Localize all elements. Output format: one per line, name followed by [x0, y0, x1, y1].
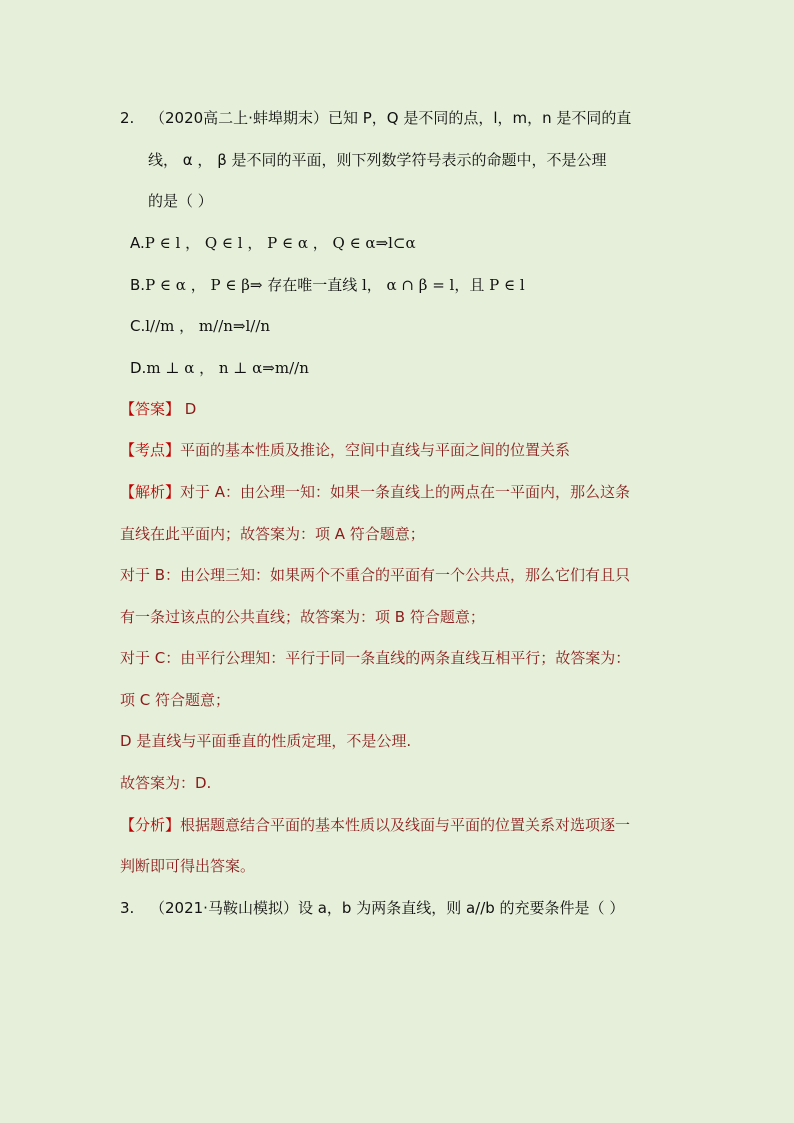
fenxi-text: 根据题意结合平面的基本性质以及线面与平面的位置关系对选项逐一 — [180, 816, 631, 834]
question-number: 3. — [120, 899, 135, 917]
answer-line — [120, 399, 196, 419]
question-2-line-2: 线， α ， β 是不同的平面，则下列数学符号表示的命题中，不是公理 — [148, 151, 607, 169]
option-text: m ⊥ α ， n ⊥ α⇒m//n — [146, 359, 309, 377]
jiexi-line-3: 对于 B：由公理三知：如果两个不重合的平面有一个公共点，那么它们有且只 — [120, 566, 631, 584]
option-label: A. — [130, 234, 145, 252]
option-text: l//m ， m//n⇒l//n — [145, 317, 271, 335]
option-a — [130, 233, 416, 253]
jiexi-line-5: 对于 C：由平行公理知：平行于同一条直线的两条直线互相平行；故答案为： — [120, 649, 631, 667]
jiexi-line-7: D 是直线与平面垂直的性质定理，不是公理. — [120, 732, 412, 750]
question-3-line — [120, 898, 624, 918]
jiexi-line-2: 直线在此平面内；故答案为：项 A 符合题意； — [120, 525, 425, 543]
answer-value: D — [180, 400, 197, 418]
kaodian-value: 平面的基本性质及推论，空间中直线与平面之间的位置关系 — [180, 441, 571, 459]
question-2-line-3: 的是（ ） — [148, 192, 213, 210]
jiexi-line-6: 项 C 符合题意； — [120, 691, 231, 709]
jiexi-tag: 【解析】 — [120, 483, 181, 501]
option-text: P ∈ α ， P ∈ β⇒ 存在唯一直线 l， α ∩ β = l，且 P ∈ l — [145, 276, 525, 294]
fenxi-tag: 【分析】 — [120, 816, 181, 834]
option-label: D. — [130, 359, 147, 377]
question-stem: （2021·马鞍山模拟）设 a，b 为两条直线，则 a//b 的充要条件是（ ） — [150, 899, 625, 917]
option-b — [130, 275, 525, 295]
jiexi-line-8: 故答案为：D. — [120, 774, 212, 792]
kaodian-tag: 【考点】 — [120, 441, 181, 459]
jiexi-text: 对于 A：由公理一知：如果一条直线上的两点在一平面内，那么这条 — [180, 483, 631, 501]
answer-tag: 【答案】 — [120, 400, 181, 418]
jiexi-line-1 — [120, 482, 630, 502]
question-stem: （2020高二上·蚌埠期末）已知 P，Q 是不同的点，l，m，n 是不同的直 — [150, 109, 632, 127]
question-number: 2. — [120, 109, 135, 127]
jiexi-line-4: 有一条过该点的公共直线；故答案为：项 B 符合题意； — [120, 608, 485, 626]
kaodian-line — [120, 440, 570, 460]
option-d — [130, 358, 309, 378]
fenxi-line-1 — [120, 815, 630, 835]
option-label: C. — [130, 317, 146, 335]
option-c — [130, 316, 270, 336]
option-text: P ∈ l ， Q ∈ l ， P ∈ α ， Q ∈ α⇒l⊂α — [144, 234, 416, 252]
question-2-line-1 — [120, 108, 631, 128]
option-label: B. — [130, 276, 146, 294]
fenxi-line-2: 判断即可得出答案。 — [120, 857, 256, 875]
